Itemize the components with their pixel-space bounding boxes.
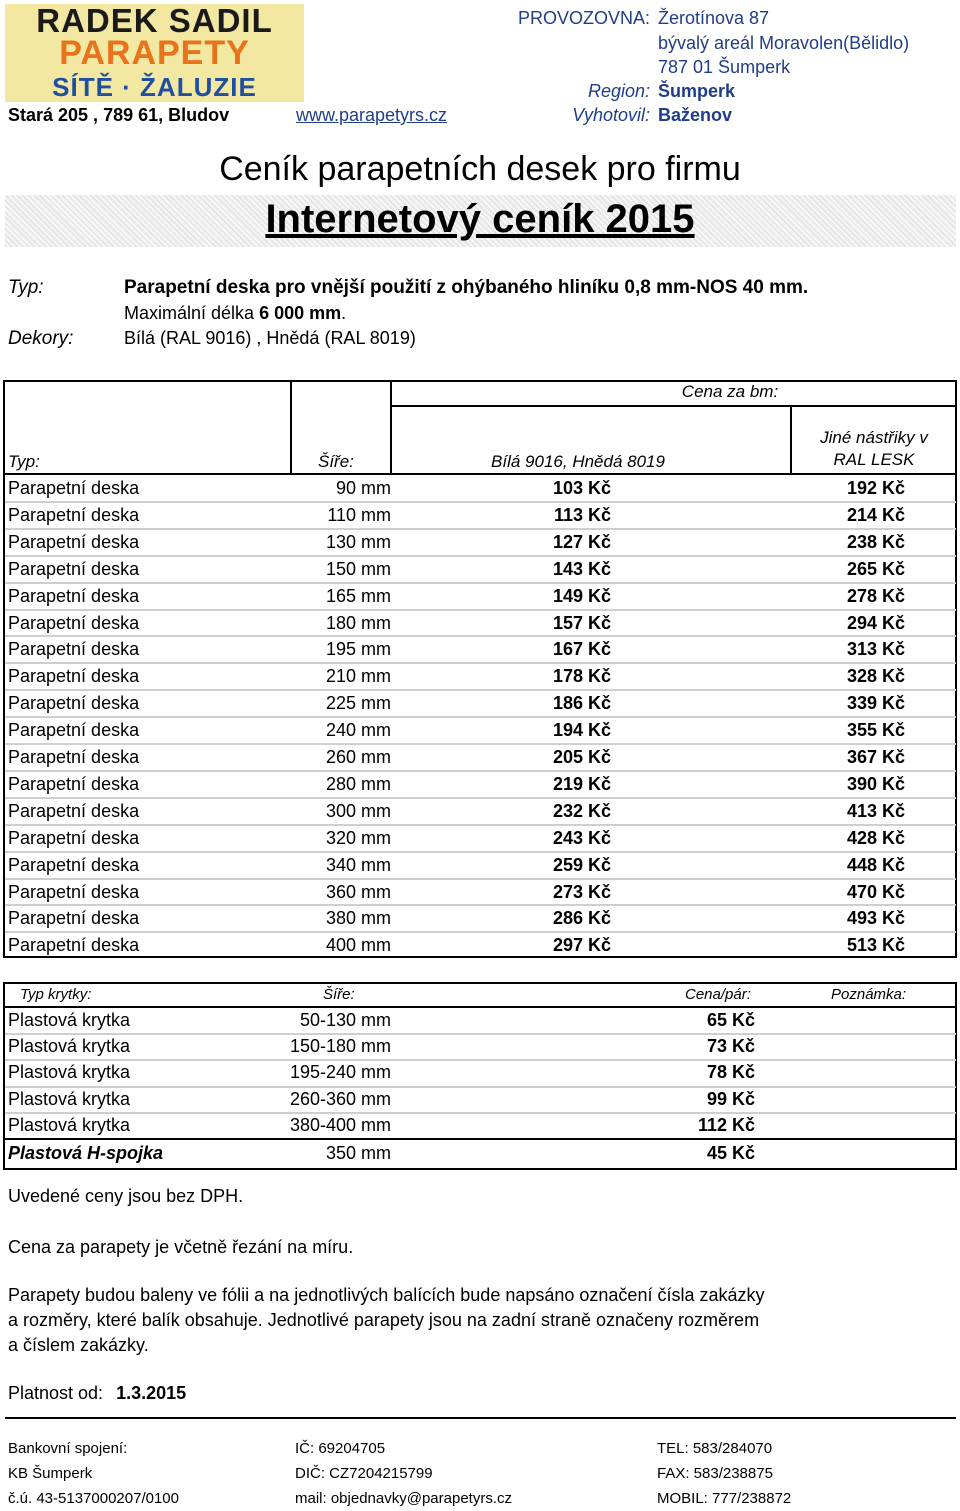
row-sire: 210 mm <box>325 666 391 687</box>
row-cena-bila: 243 Kč <box>552 827 611 848</box>
row-sire: 195 mm <box>325 639 391 660</box>
row-cena-jine: 470 Kč <box>846 881 905 902</box>
footer-divider <box>5 1417 956 1419</box>
hspojka-row <box>5 1141 956 1166</box>
footer-fax: FAX: 583/238875 <box>657 1465 773 1482</box>
provozovna-line2: bývalý areál Moravolen(Bělidlo) <box>658 33 910 53</box>
row-cena-jine: 313 Kč <box>846 639 905 660</box>
note-baleni-2: a rozměry, které balík obsahuje. Jednotlivé parapety jsou na zadní straně označeny rozměrem <box>8 1310 760 1330</box>
krytka-row <box>5 1060 956 1085</box>
krytka-cena: 65 Kč <box>706 1010 755 1030</box>
row-sire: 240 mm <box>325 720 391 741</box>
krytka-row <box>5 1008 956 1033</box>
row-cena-bila: 232 Kč <box>552 800 611 821</box>
note-rezani: Cena za parapety je včetně řezání na míru. <box>8 1237 354 1257</box>
row-typ: Parapetní deska <box>8 666 140 687</box>
table-group-header: Cena za bm: <box>681 382 779 401</box>
row-sire: 225 mm <box>325 693 391 714</box>
krytka-typ: Plastová krytka <box>8 1062 131 1083</box>
row-sire: 340 mm <box>325 854 391 875</box>
footer-mobil: MOBIL: 777/238872 <box>657 1490 792 1507</box>
krytka-sire: 380-400 mm <box>289 1114 391 1135</box>
table-col-divider-1 <box>290 380 292 474</box>
dekory-value: Bílá (RAL 9016) , Hnědá (RAL 8019) <box>124 328 416 348</box>
table-header-typ: Typ: <box>8 452 40 471</box>
row-cena-jine: 390 Kč <box>846 773 905 794</box>
table-row <box>5 852 956 879</box>
row-cena-bila: 178 Kč <box>552 666 611 687</box>
hspojka-cena: 45 Kč <box>706 1143 755 1163</box>
krytky-header-typ: Typ krytky: <box>20 986 92 1003</box>
company-web-link[interactable]: www.parapetyrs.cz <box>296 105 448 125</box>
row-typ: Parapetní deska <box>8 773 140 794</box>
row-cena-bila: 143 Kč <box>552 558 611 579</box>
hspojka-typ: Plastová H-spojka <box>8 1143 164 1163</box>
row-cena-bila: 219 Kč <box>552 773 611 794</box>
row-sire: 90 mm <box>335 478 391 498</box>
row-sire: 380 mm <box>325 908 391 929</box>
row-sire: 280 mm <box>325 773 391 794</box>
hspojka-sire: 350 mm <box>325 1143 391 1163</box>
logo-parapety: PARAPETY <box>59 34 250 72</box>
row-cena-bila: 127 Kč <box>552 531 611 552</box>
row-typ: Parapetní deska <box>8 935 140 956</box>
footer-dic: DIČ: CZ7204215799 <box>295 1465 433 1482</box>
row-sire: 300 mm <box>325 800 391 821</box>
provozovna-line3: 787 01 Šumperk <box>658 57 791 77</box>
row-typ: Parapetní deska <box>8 881 140 902</box>
typ-label: Typ: <box>8 277 44 298</box>
row-sire: 150 mm <box>325 558 391 579</box>
table-row <box>5 636 956 663</box>
typ-value: Parapetní deska pro vnější použití z ohýbaného hliníku 0,8 mm-NOS 40 mm. <box>124 277 809 298</box>
footer-bank: KB Šumperk <box>8 1465 93 1482</box>
krytka-typ: Plastová krytka <box>8 1114 131 1135</box>
table-row <box>5 905 956 932</box>
table-row <box>5 610 956 637</box>
krytka-sire: 260-360 mm <box>289 1088 391 1109</box>
max-length <box>124 303 346 324</box>
note-baleni-3: a číslem zakázky. <box>8 1335 149 1355</box>
row-cena-jine: 328 Kč <box>846 666 905 687</box>
table-header-jine-1: Jiné nástřiky v <box>820 428 928 447</box>
footer-tel: TEL: 583/284070 <box>657 1440 773 1457</box>
row-sire: 110 mm <box>327 504 391 525</box>
row-cena-bila: 205 Kč <box>552 747 611 767</box>
row-typ: Parapetní deska <box>8 478 140 498</box>
row-typ: Parapetní deska <box>8 827 140 848</box>
vyhotovil-label: Vyhotovil: <box>572 105 650 125</box>
row-cena-bila: 103 Kč <box>552 478 611 498</box>
krytky-header-poznamka: Poznámka: <box>831 986 907 1003</box>
row-cena-jine: 493 Kč <box>846 908 905 929</box>
krytka-typ: Plastová krytka <box>8 1010 131 1030</box>
table-row <box>5 798 956 825</box>
row-cena-bila: 157 Kč <box>552 612 611 633</box>
table-header-bila: Bílá 9016, Hnědá 8019 <box>491 452 665 471</box>
row-typ: Parapetní deska <box>8 585 140 606</box>
table-group-border <box>390 405 956 407</box>
row-typ: Parapetní deska <box>8 693 140 714</box>
krytka-sire: 50-130 mm <box>299 1010 391 1030</box>
krytka-sire: 150-180 mm <box>289 1036 391 1057</box>
platnost-label: Platnost od: <box>8 1383 104 1403</box>
row-cena-jine: 192 Kč <box>846 478 905 498</box>
row-cena-jine: 513 Kč <box>846 935 905 956</box>
krytky-header-sire: Šíře: <box>323 986 355 1003</box>
row-cena-bila: 286 Kč <box>552 908 611 929</box>
region-value: Šumperk <box>658 81 736 101</box>
table-row <box>5 744 956 771</box>
table-row <box>5 529 956 556</box>
region-label: Region: <box>587 81 650 101</box>
table-row <box>5 690 956 717</box>
row-sire: 130 mm <box>325 531 391 552</box>
dekory-label: Dekory: <box>8 328 74 349</box>
footer-bank-label: Bankovní spojení: <box>8 1440 128 1457</box>
row-cena-jine: 367 Kč <box>846 747 905 767</box>
footer-mail[interactable]: mail: objednavky@parapetyrs.cz <box>295 1490 512 1507</box>
hspojka-bottom-border <box>5 1168 956 1170</box>
row-typ: Parapetní deska <box>8 908 140 929</box>
row-typ: Parapetní deska <box>8 747 140 767</box>
company-logo <box>5 4 304 102</box>
max-length-prefix: Maximální délka <box>124 303 260 323</box>
hspojka-top-border <box>5 1138 956 1140</box>
table-row <box>5 583 956 610</box>
logo-name: RADEK SADIL <box>36 4 273 39</box>
logo-site-zaluzie: SÍTĚ · ŽALUZIE <box>52 72 257 102</box>
row-typ: Parapetní deska <box>8 800 140 821</box>
krytky-top-border <box>5 982 956 984</box>
row-cena-bila: 273 Kč <box>552 881 611 902</box>
row-cena-bila: 259 Kč <box>552 854 611 875</box>
krytky-header-cena: Cena/pár: <box>685 986 751 1003</box>
page-title: Internetový ceník 2015 <box>265 197 695 241</box>
row-cena-bila: 167 Kč <box>552 639 611 660</box>
max-length-value: 6 000 mm <box>259 303 342 323</box>
vyhotovil-value: Baženov <box>658 105 733 125</box>
provozovna-label: PROVOZOVNA: <box>517 8 650 28</box>
krytka-cena: 78 Kč <box>706 1062 755 1083</box>
krytka-row <box>5 1113 956 1138</box>
table-header-jine-2: RAL LESK <box>833 450 915 469</box>
note-dph: Uvedené ceny jsou bez DPH. <box>8 1186 244 1206</box>
row-cena-bila: 194 Kč <box>552 720 611 741</box>
row-typ: Parapetní deska <box>8 504 140 525</box>
row-cena-bila: 186 Kč <box>552 693 611 714</box>
row-cena-bila: 297 Kč <box>552 935 611 956</box>
table-row <box>5 717 956 744</box>
row-cena-jine: 413 Kč <box>846 800 905 821</box>
row-typ: Parapetní deska <box>8 639 140 660</box>
table-row <box>5 771 956 798</box>
row-sire: 360 mm <box>325 881 391 902</box>
platnost <box>8 1381 186 1406</box>
table-row <box>5 475 956 502</box>
row-typ: Parapetní deska <box>8 720 140 741</box>
row-sire: 400 mm <box>325 935 391 956</box>
row-sire: 320 mm <box>325 827 391 848</box>
page-subtitle: Ceník parapetních desek pro firmu <box>219 150 741 188</box>
row-typ: Parapetní deska <box>8 854 140 875</box>
row-cena-jine: 448 Kč <box>846 854 905 875</box>
table-row <box>5 663 956 690</box>
row-typ: Parapetní deska <box>8 612 140 633</box>
krytka-typ: Plastová krytka <box>8 1036 131 1057</box>
table-row <box>5 556 956 583</box>
row-cena-bila: 113 Kč <box>553 504 611 525</box>
row-typ: Parapetní deska <box>8 558 140 579</box>
row-sire: 165 mm <box>325 585 391 606</box>
provozovna-line1: Žerotínova 87 <box>658 8 770 28</box>
table-row <box>5 879 956 906</box>
krytka-cena: 73 Kč <box>706 1036 755 1057</box>
note-baleni-1: Parapety budou baleny ve fólii a na jednotlivých balících bude napsáno označení čísla zakázky <box>8 1285 765 1305</box>
company-address: Stará 205 , 789 61, Bludov <box>8 105 230 125</box>
krytka-cena: 112 Kč <box>697 1114 755 1135</box>
row-sire: 180 mm <box>325 612 391 633</box>
krytka-typ: Plastová krytka <box>8 1088 131 1109</box>
row-cena-jine: 355 Kč <box>846 720 905 741</box>
row-cena-jine: 428 Kč <box>846 827 905 848</box>
row-typ: Parapetní deska <box>8 531 140 552</box>
footer-account: č.ú. 43-5137000207/0100 <box>8 1490 179 1507</box>
row-sire: 260 mm <box>325 747 391 767</box>
row-cena-jine: 265 Kč <box>846 558 905 579</box>
table-header-sire: Šíře: <box>318 452 354 471</box>
table-row <box>5 502 956 529</box>
row-cena-jine: 278 Kč <box>846 585 905 606</box>
row-cena-jine: 339 Kč <box>846 693 905 714</box>
krytka-row <box>5 1034 956 1059</box>
footer-ic: IČ: 69204705 <box>295 1440 386 1457</box>
krytka-cena: 99 Kč <box>706 1088 755 1109</box>
row-cena-jine: 294 Kč <box>846 612 905 633</box>
row-cena-jine: 238 Kč <box>846 531 905 552</box>
max-length-suffix: . <box>341 303 347 323</box>
platnost-value: 1.3.2015 <box>116 1383 187 1403</box>
krytka-row <box>5 1087 956 1112</box>
krytka-sire: 195-240 mm <box>289 1062 391 1083</box>
table-row <box>5 825 956 852</box>
row-cena-bila: 149 Kč <box>552 585 611 606</box>
table-row <box>5 932 956 959</box>
row-cena-jine: 214 Kč <box>846 504 905 525</box>
